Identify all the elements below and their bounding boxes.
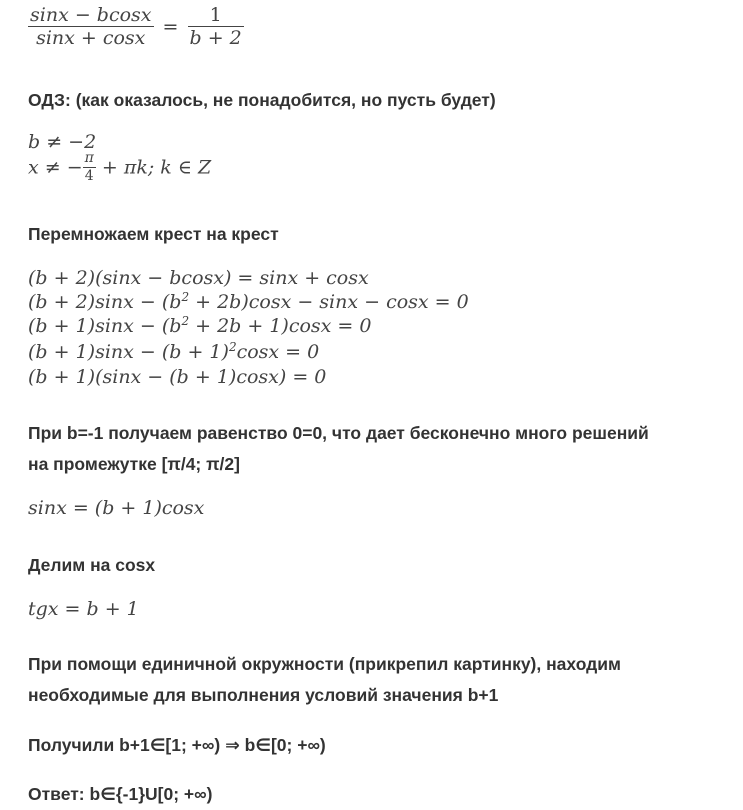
pi-over-4-fraction xyxy=(83,150,96,185)
case-text-line-2: на промежутке [π/4; π/2] xyxy=(28,454,240,474)
circle-text-line-1: При помощи единичной окружности (прикрепил картинку), находим xyxy=(28,654,621,674)
cross-line-4-part-b: cosx = 0 xyxy=(236,341,320,363)
lhs-numerator: sinx − bcosx xyxy=(30,4,152,26)
rhs-numerator: 1 xyxy=(188,4,244,27)
cross-line-4-exponent: 2 xyxy=(228,340,237,354)
cross-line-5: (b + 1)(sinx − (b + 1)cosx) = 0 xyxy=(28,366,327,388)
got-result-text: Получили b+1∈[1; +∞) ⇒ b∈[0; +∞) xyxy=(28,735,326,755)
odz-heading: ОДЗ: (как оказалось, не понадобится, но пусть будет) xyxy=(28,90,496,110)
odz-line-2 xyxy=(28,150,211,185)
cross-line-2-part-b: + 2b)cosx − sinx − cosx = 0 xyxy=(189,291,469,313)
lhs-denominator: sinx + cosx xyxy=(36,27,146,49)
cross-line-4 xyxy=(28,340,319,364)
cross-heading: Перемножаем крест на крест xyxy=(28,224,279,244)
odz-line-2-suffix: + πk; k ∈ Z xyxy=(95,156,212,179)
rhs-denominator: b + 2 xyxy=(189,27,242,49)
cross-line-3-part-b: + 2b + 1)cosx = 0 xyxy=(189,315,372,337)
first-equation xyxy=(28,4,244,49)
cross-line-3-exponent: 2 xyxy=(181,314,190,328)
cross-line-3 xyxy=(28,314,371,338)
odz-line-2-prefix: x ≠ − xyxy=(28,156,83,179)
odz-line-1: b ≠ −2 xyxy=(28,131,97,153)
pi-denominator: 4 xyxy=(84,168,94,184)
pi-numerator: π xyxy=(84,150,94,166)
equals-sign: = xyxy=(162,15,179,38)
cross-line-4-part-a: (b + 1)sinx − (b + 1) xyxy=(28,341,229,363)
divide-heading: Делим на cosx xyxy=(28,555,156,575)
rhs-fraction xyxy=(188,4,244,49)
lhs-fraction xyxy=(28,4,154,49)
cross-line-3-part-a: (b + 1)sinx − (b xyxy=(28,315,182,337)
cross-line-2-part-a: (b + 2)sinx − (b xyxy=(28,291,182,313)
cross-line-2 xyxy=(28,290,469,314)
cross-line-2-exponent: 2 xyxy=(181,290,190,304)
cross-line-1: (b + 2)(sinx − bcosx) = sinx + cosx xyxy=(28,267,369,289)
circle-text-line-2: необходимые для выполнения условий значения b+1 xyxy=(28,685,499,705)
answer-text: Ответ: b∈{-1}U[0; +∞) xyxy=(28,784,213,804)
case-text-line-1: При b=-1 получаем равенство 0=0, что дает бесконечно много решений xyxy=(28,423,649,443)
tg-equation: tgx = b + 1 xyxy=(28,598,139,620)
sin-equation: sinx = (b + 1)cosx xyxy=(28,497,205,519)
